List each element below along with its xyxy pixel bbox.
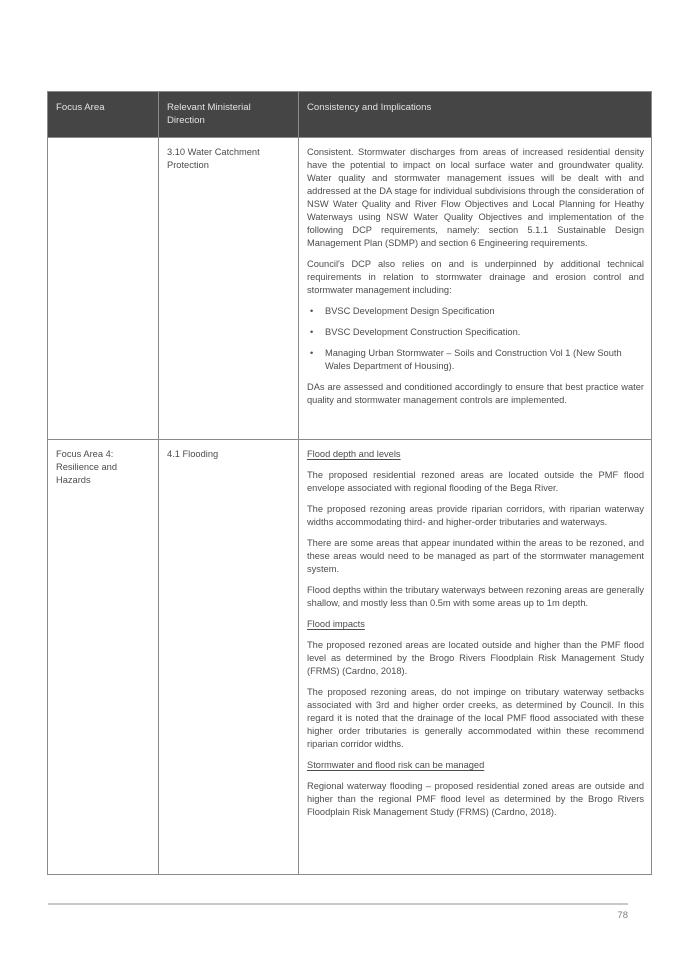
- paragraph: The proposed residential rezoned areas are located outside the PMF flood envelope associated with regional flooding of the Bega River.: [307, 470, 644, 493]
- focus-area-cell: [48, 138, 159, 440]
- bullet-icon: •: [310, 348, 314, 358]
- bullet-item: [307, 305, 644, 318]
- ministerial-direction-cell: 3.10 Water Catchment Protection: [159, 138, 299, 440]
- section-heading: Stormwater and flood risk can be managed: [307, 760, 485, 770]
- paragraph: The proposed rezoning areas, do not impinge on tributary waterway setbacks associated with 3rd and higher order creeks, as determined by Council. In this regard it is noted that the drainage of the local PMF flood associated with these higher order tributaries is generally accommodated within these recommend riparian corridor widths.: [307, 687, 644, 749]
- page-number: 78: [617, 910, 628, 921]
- bullet-text: Managing Urban Stormwater – Soils and Construction Vol 1 (New South Wales Department of Housing).: [325, 348, 622, 371]
- consistency-cell: [299, 138, 652, 440]
- section-heading: Flood impacts: [307, 619, 365, 629]
- consistency-table: [47, 91, 652, 875]
- table-header-row: [48, 92, 652, 138]
- bullet-text: BVSC Development Construction Specification.: [325, 327, 521, 337]
- paragraph: DAs are assessed and conditioned accordingly to ensure that best practice water quality and stormwater management controls are implemented.: [307, 382, 644, 405]
- column-header-ministerial-direction: Relevant Ministerial Direction: [159, 92, 299, 138]
- table-row: [48, 138, 652, 440]
- bullet-icon: •: [310, 306, 314, 316]
- ministerial-direction-cell: 4.1 Flooding: [159, 440, 299, 875]
- bullet-item: [307, 326, 644, 339]
- bullet-icon: •: [310, 327, 314, 337]
- paragraph: Regional waterway flooding – proposed residential zoned areas are outside and higher than the regional PMF flood level as determined by the Brogo Rivers Floodplain Risk Management Study (FRMS) (Cardno, 2018).: [307, 781, 644, 817]
- paragraph: The proposed rezoned areas are located outside and higher than the PMF flood level as determined by the Brogo Rivers Floodplain Risk Management Study (FRMS) (Cardno, 2018).: [307, 640, 644, 676]
- paragraph: Consistent. Stormwater discharges from areas of increased residential density have the potential to impact on local surface water and groundwater quality. Water quality and stormwater management issues will be dealt with and addressed at the DA stage for individual subdivisions through the consideration of NSW Water Quality and River Flow Objectives and Local Planning for Heathy Waterways using NSW Water Quality Objectives and implementation of the following DCP requirements, namely: section 5.1.1 Sustainable Design Management Plan (SDMP) and section 6 Engineering requirements.: [307, 147, 644, 248]
- bullet-text: BVSC Development Design Specification: [325, 306, 495, 316]
- section-heading: Flood depth and levels: [307, 449, 401, 459]
- bullet-item: [307, 347, 644, 373]
- consistency-cell: [299, 440, 652, 875]
- paragraph: The proposed rezoning areas provide riparian corridors, with riparian waterway widths accommodating third- and higher-order tributaries and waterways.: [307, 504, 644, 527]
- paragraph: Flood depths within the tributary waterways between rezoning areas are generally shallow, and mostly less than 0.5m with some areas up to 1m depth.: [307, 585, 644, 608]
- column-header-consistency-implications: Consistency and Implications: [299, 92, 652, 138]
- table-row: [48, 440, 652, 875]
- footer-divider: [48, 903, 628, 905]
- paragraph: Council's DCP also relies on and is underpinned by additional technical requirements in relation to stormwater drainage and erosion control and stormwater management including:: [307, 259, 644, 295]
- focus-area-cell: Focus Area 4: Resilience and Hazards: [48, 440, 159, 875]
- paragraph: There are some areas that appear inundated within the areas to be rezoned, and these areas would need to be managed as part of the stormwater management system.: [307, 538, 644, 574]
- column-header-focus-area: Focus Area: [48, 92, 159, 138]
